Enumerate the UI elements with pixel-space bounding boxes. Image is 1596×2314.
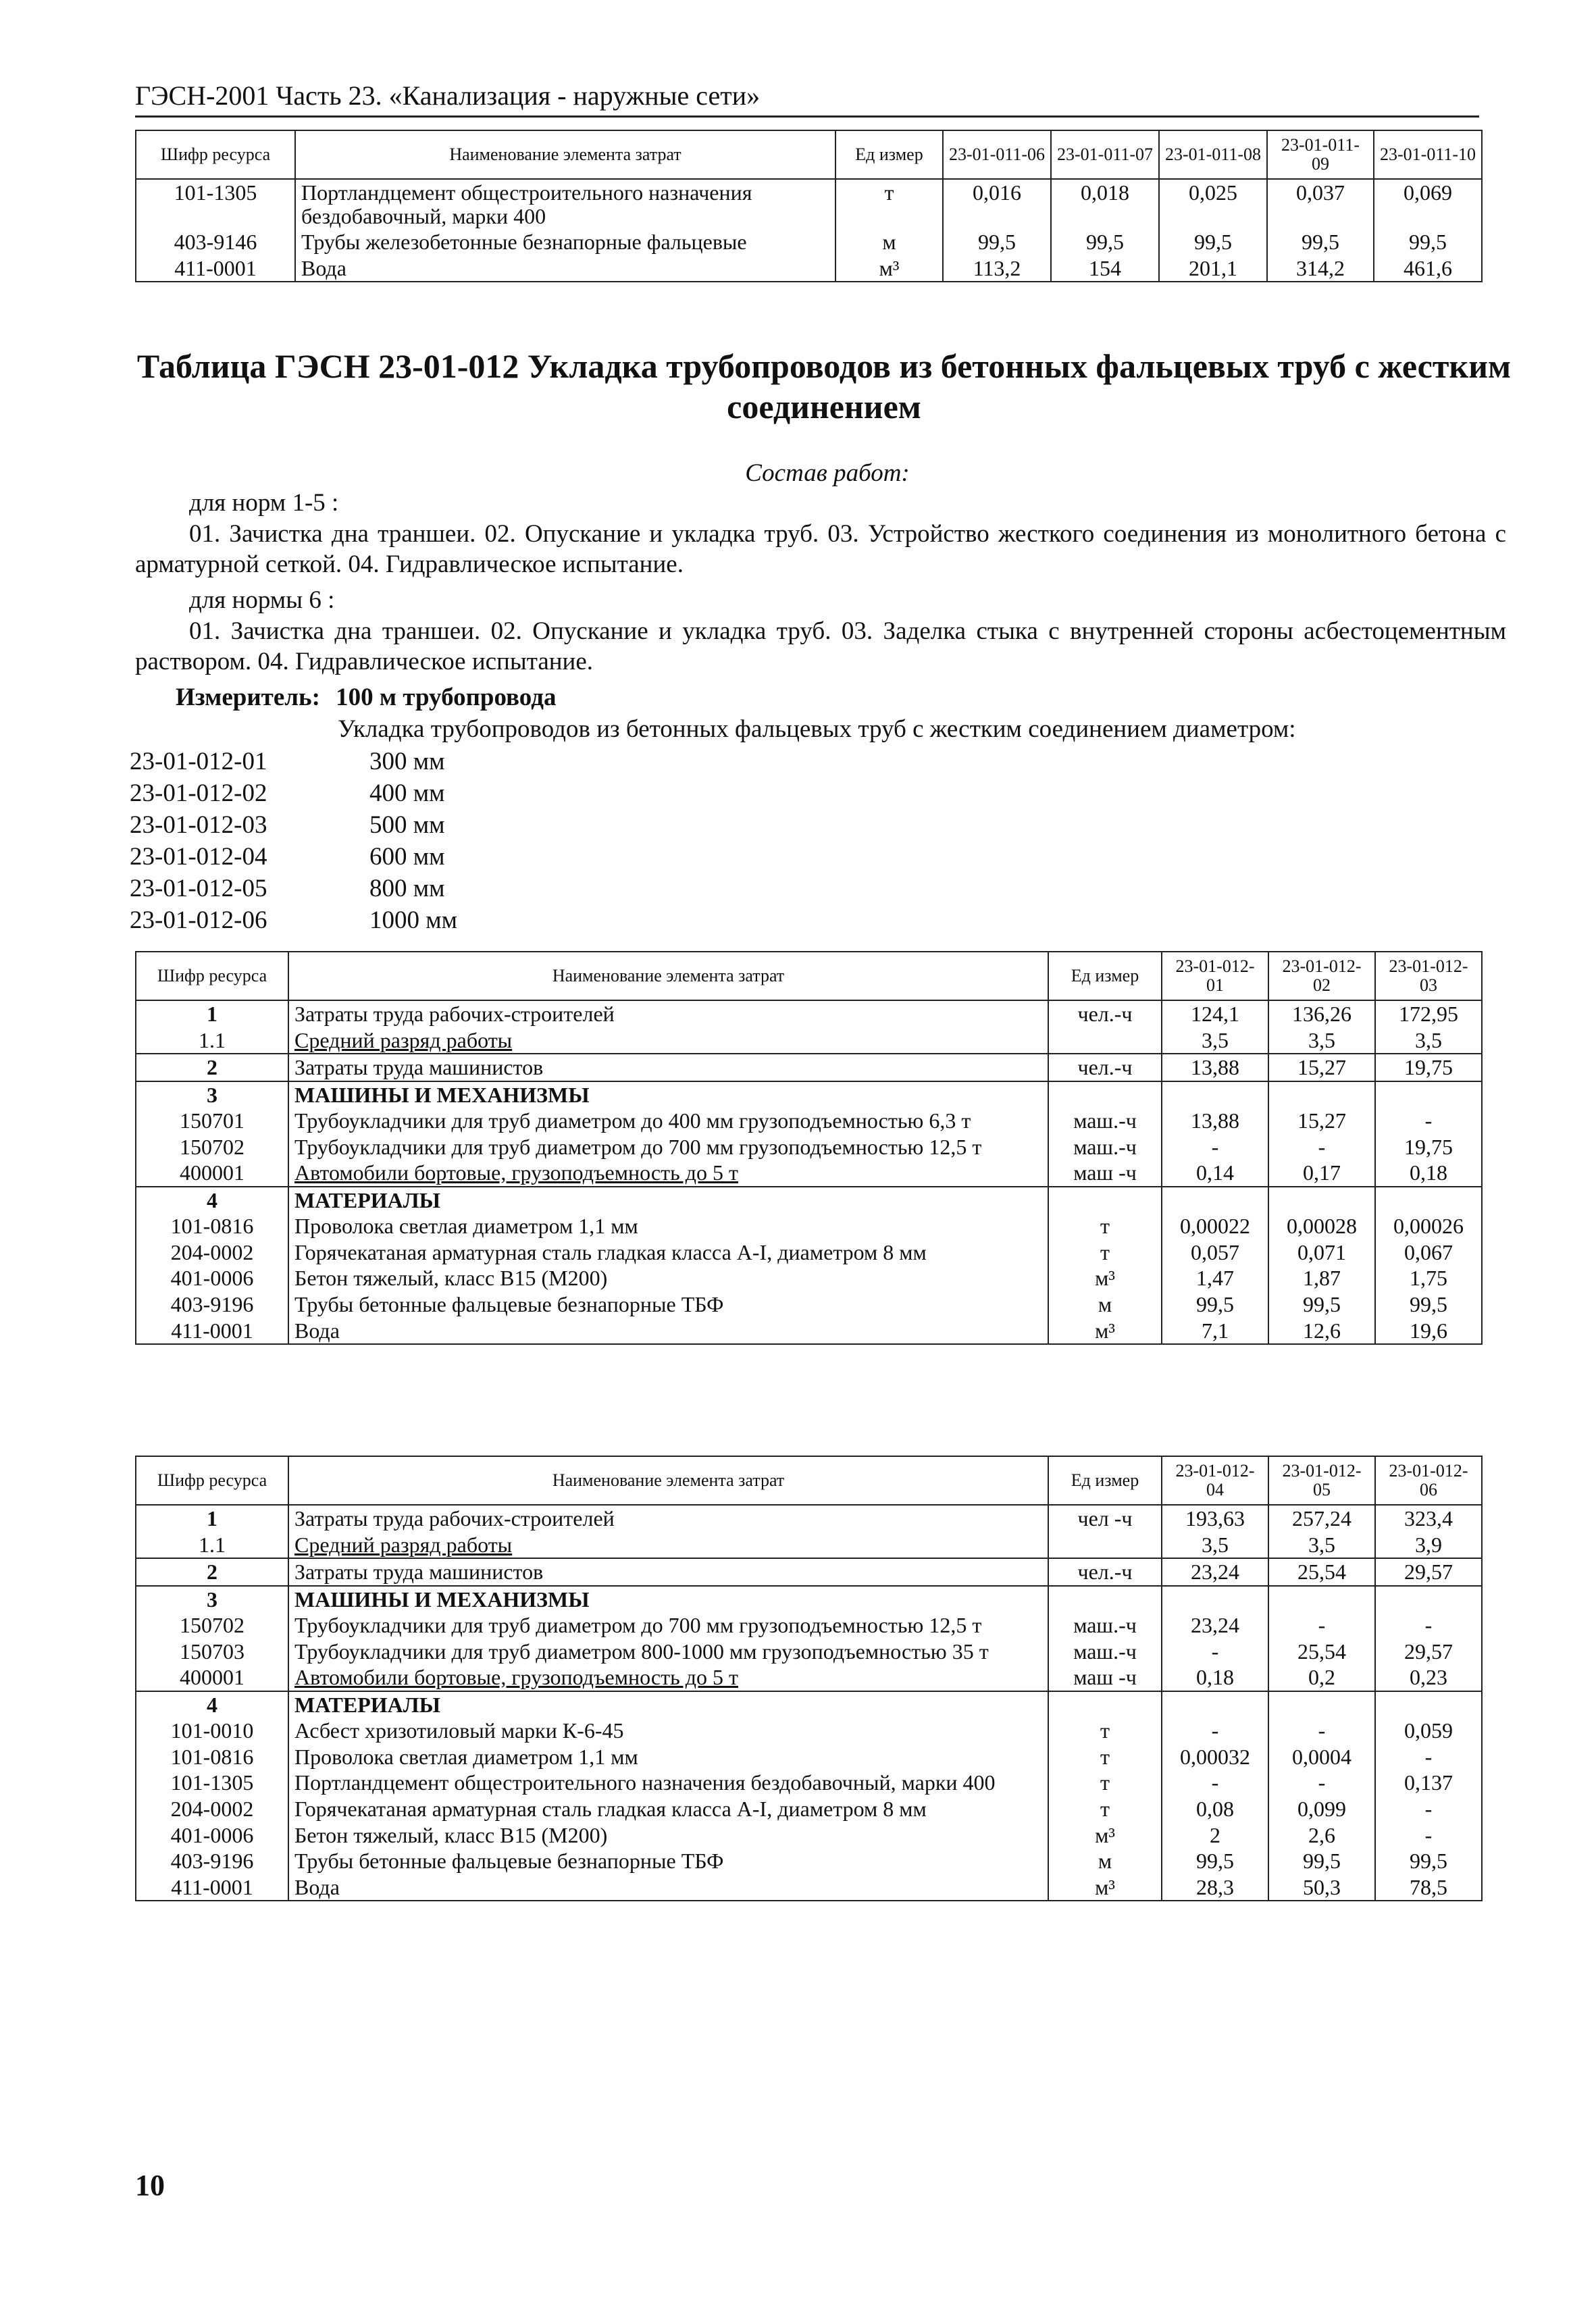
column-header-name: Наименование элемента затрат bbox=[295, 130, 835, 179]
resource-value: 0,0004 bbox=[1268, 1744, 1375, 1770]
resource-name: Трубы бетонные фальцевые безнапорные ТБФ bbox=[288, 1291, 1048, 1318]
column-header-norm: 23-01-011-07 bbox=[1051, 130, 1159, 179]
resource-value: 19,6 bbox=[1375, 1318, 1482, 1345]
resource-code: 400001 bbox=[136, 1160, 288, 1187]
resource-code: 401-0006 bbox=[136, 1265, 288, 1291]
resource-value: 3,5 bbox=[1162, 1027, 1268, 1054]
resource-unit bbox=[1048, 1691, 1162, 1718]
resource-value bbox=[1268, 1187, 1375, 1214]
section-heading: МАШИНЫ И МЕХАНИЗМЫ bbox=[288, 1081, 1048, 1108]
resource-value: 28,3 bbox=[1162, 1874, 1268, 1901]
column-header-norm: 23-01-011-10 bbox=[1374, 130, 1482, 179]
norm-code: 23-01-012-05 bbox=[130, 875, 267, 902]
table-row bbox=[136, 1108, 1482, 1134]
resource-value bbox=[1162, 1081, 1268, 1108]
resource-unit: м³ bbox=[1048, 1822, 1162, 1849]
resource-unit bbox=[1048, 1532, 1162, 1559]
resource-value: 461,6 bbox=[1374, 255, 1482, 282]
resource-code: 101-0010 bbox=[136, 1718, 288, 1744]
column-header-unit: Ед измер bbox=[835, 130, 943, 179]
resource-value: 257,24 bbox=[1268, 1505, 1375, 1532]
resource-code: 1 bbox=[136, 1505, 288, 1532]
table-row bbox=[136, 1239, 1482, 1266]
resource-value: 113,2 bbox=[943, 255, 1051, 282]
table-row bbox=[136, 1558, 1482, 1586]
resource-unit: т bbox=[1048, 1239, 1162, 1266]
norm-code: 23-01-012-06 bbox=[130, 906, 267, 934]
section-heading: МАШИНЫ И МЕХАНИЗМЫ bbox=[288, 1586, 1048, 1613]
resource-value: - bbox=[1375, 1108, 1482, 1134]
resource-unit: м bbox=[835, 229, 943, 255]
resource-value: 0,00028 bbox=[1268, 1213, 1375, 1239]
norm-code: 23-01-012-03 bbox=[130, 811, 267, 839]
resource-value: 99,5 bbox=[1374, 229, 1482, 255]
resource-name: Бетон тяжелый, класс B15 (M200) bbox=[288, 1265, 1048, 1291]
resource-table-012-part2 bbox=[135, 1456, 1483, 1901]
resource-code: 411-0001 bbox=[136, 255, 295, 282]
resource-value: 0,037 bbox=[1267, 179, 1374, 229]
resource-value bbox=[1268, 1586, 1375, 1613]
table-row bbox=[136, 1291, 1482, 1318]
resource-value: 136,26 bbox=[1268, 1000, 1375, 1027]
resource-name: Трубы бетонные фальцевые безнапорные ТБФ bbox=[288, 1848, 1048, 1874]
resource-value: 314,2 bbox=[1267, 255, 1374, 282]
table-row bbox=[136, 1664, 1482, 1691]
resource-value: 0,17 bbox=[1268, 1160, 1375, 1187]
resource-name: Трубы железобетонные безнапорные фальцевые bbox=[295, 229, 835, 255]
column-header-norm: 23-01-012-03 bbox=[1375, 952, 1482, 1000]
resource-value: 0,067 bbox=[1375, 1239, 1482, 1266]
resource-code: 101-0816 bbox=[136, 1213, 288, 1239]
resource-name: Затраты труда машинистов bbox=[288, 1558, 1048, 1586]
resource-value: 99,5 bbox=[1267, 229, 1374, 255]
resource-value: 0,23 bbox=[1375, 1664, 1482, 1691]
resource-value: 23,24 bbox=[1162, 1612, 1268, 1639]
resource-value: 15,27 bbox=[1268, 1054, 1375, 1081]
resource-unit: маш.-ч bbox=[1048, 1108, 1162, 1134]
resource-unit: маш.-ч bbox=[1048, 1134, 1162, 1160]
column-header-norm: 23-01-011-08 bbox=[1159, 130, 1267, 179]
list-item bbox=[130, 809, 457, 841]
column-header-name: Наименование элемента затрат bbox=[288, 952, 1048, 1000]
resource-unit bbox=[1048, 1586, 1162, 1613]
resource-unit: т bbox=[1048, 1770, 1162, 1796]
norms-1-5-text: 01. Зачистка дна траншеи. 02. Опускание и укладка труб. 03. Устройство жесткого соединения из монолитного бетона с арматурной сеткой. 04. Гидравлическое испытание. bbox=[135, 520, 1506, 579]
resource-value: 0,14 bbox=[1162, 1160, 1268, 1187]
resource-name: Горячекатаная арматурная сталь гладкая класса А-I, диаметром 8 мм bbox=[288, 1239, 1048, 1266]
norm-code: 23-01-012-02 bbox=[130, 779, 267, 807]
resource-value: 99,5 bbox=[1051, 229, 1159, 255]
table-row bbox=[136, 1874, 1482, 1901]
pipe-diameter: 300 мм bbox=[369, 748, 445, 775]
resource-code: 1.1 bbox=[136, 1532, 288, 1559]
resource-value: 23,24 bbox=[1162, 1558, 1268, 1586]
column-header-norm: 23-01-011-09 bbox=[1267, 130, 1374, 179]
resource-value: - bbox=[1162, 1134, 1268, 1160]
pipe-diameter: 1000 мм bbox=[369, 906, 458, 934]
resource-code: 1 bbox=[136, 1000, 288, 1027]
resource-value: - bbox=[1268, 1770, 1375, 1796]
resource-value: 0,18 bbox=[1375, 1160, 1482, 1187]
resource-value: 124,1 bbox=[1162, 1000, 1268, 1027]
resource-unit: т bbox=[1048, 1213, 1162, 1239]
resource-value: 99,5 bbox=[1268, 1291, 1375, 1318]
resource-unit: маш.-ч bbox=[1048, 1639, 1162, 1665]
resource-value: 29,57 bbox=[1375, 1639, 1482, 1665]
resource-code: 403-9196 bbox=[136, 1291, 288, 1318]
resource-table-012-part1 bbox=[135, 951, 1483, 1345]
resource-value: 323,4 bbox=[1375, 1505, 1482, 1532]
resource-value: 0,069 bbox=[1374, 179, 1482, 229]
section-number: 3 bbox=[136, 1081, 288, 1108]
resource-value bbox=[1375, 1691, 1482, 1718]
resource-unit: т bbox=[1048, 1718, 1162, 1744]
resource-value: - bbox=[1162, 1718, 1268, 1744]
column-header-norm: 23-01-012-01 bbox=[1162, 952, 1268, 1000]
resource-name: Затраты труда рабочих-строителей bbox=[288, 1000, 1048, 1027]
page-header: ГЭСН-2001 Часть 23. «Канализация - наружные сети» bbox=[135, 80, 1479, 118]
resource-name: Трубоукладчики для труб диаметром до 700 мм грузоподъемностью 12,5 т bbox=[288, 1612, 1048, 1639]
norm-code: 23-01-012-01 bbox=[130, 748, 267, 775]
resource-code: 403-9146 bbox=[136, 229, 295, 255]
meter-value: 100 м трубопровода bbox=[336, 684, 557, 711]
column-header-norm: 23-01-012-02 bbox=[1268, 952, 1375, 1000]
resource-unit: м³ bbox=[835, 255, 943, 282]
resource-code: 150703 bbox=[136, 1639, 288, 1665]
column-header-code: Шифр ресурса bbox=[136, 130, 295, 179]
resource-value: 0,071 bbox=[1268, 1239, 1375, 1266]
resource-value: 29,57 bbox=[1375, 1558, 1482, 1586]
resource-value: 25,54 bbox=[1268, 1639, 1375, 1665]
list-item bbox=[130, 873, 457, 904]
section-number: 4 bbox=[136, 1691, 288, 1718]
resource-value: - bbox=[1375, 1822, 1482, 1849]
resource-unit: чел.-ч bbox=[1048, 1054, 1162, 1081]
resource-value: 0,137 bbox=[1375, 1770, 1482, 1796]
resource-value: 12,6 bbox=[1268, 1318, 1375, 1345]
table-row bbox=[136, 179, 1482, 229]
resource-name: Асбест хризотиловый марки К-6-45 bbox=[288, 1718, 1048, 1744]
resource-value: 99,5 bbox=[1375, 1848, 1482, 1874]
resource-name: Вода bbox=[295, 255, 835, 282]
resource-unit: маш -ч bbox=[1048, 1160, 1162, 1187]
resource-name: Портландцемент общестроительного назначения бездобавочный, марки 400 bbox=[295, 179, 835, 229]
section-heading: МАТЕРИАЛЫ bbox=[288, 1187, 1048, 1214]
resource-name: Проволока светлая диаметром 1,1 мм bbox=[288, 1213, 1048, 1239]
resource-unit: м³ bbox=[1048, 1318, 1162, 1345]
table-row bbox=[136, 1586, 1482, 1613]
table-row bbox=[136, 1505, 1482, 1532]
resource-value bbox=[1162, 1586, 1268, 1613]
resource-value bbox=[1162, 1691, 1268, 1718]
resource-value: 0,059 bbox=[1375, 1718, 1482, 1744]
resource-code: 150702 bbox=[136, 1612, 288, 1639]
resource-unit bbox=[1048, 1027, 1162, 1054]
resource-value: 1,75 bbox=[1375, 1265, 1482, 1291]
intro-text: Укладка трубопроводов из бетонных фальцевых труб с жестким соединением диаметром: bbox=[338, 715, 1296, 743]
resource-value: - bbox=[1375, 1744, 1482, 1770]
resource-value: - bbox=[1268, 1718, 1375, 1744]
table-row bbox=[136, 255, 1482, 282]
column-header-unit: Ед измер bbox=[1048, 1456, 1162, 1505]
resource-name: Затраты труда рабочих-строителей bbox=[288, 1505, 1048, 1532]
resource-name: Затраты труда машинистов bbox=[288, 1054, 1048, 1081]
column-header-unit: Ед измер bbox=[1048, 952, 1162, 1000]
resource-value: 0,057 bbox=[1162, 1239, 1268, 1266]
resource-code: 1.1 bbox=[136, 1027, 288, 1054]
resource-name: Автомобили бортовые, грузоподъемность до 5 т bbox=[288, 1664, 1048, 1691]
resource-value bbox=[1162, 1187, 1268, 1214]
resource-unit: м bbox=[1048, 1848, 1162, 1874]
resource-value: 7,1 bbox=[1162, 1318, 1268, 1345]
table-row bbox=[136, 1848, 1482, 1874]
resource-value bbox=[1375, 1081, 1482, 1108]
table-row bbox=[136, 1612, 1482, 1639]
resource-name: Средний разряд работы bbox=[288, 1532, 1048, 1559]
resource-value: 154 bbox=[1051, 255, 1159, 282]
resource-code: 204-0002 bbox=[136, 1796, 288, 1822]
table-row bbox=[136, 1000, 1482, 1027]
resource-value: 193,63 bbox=[1162, 1505, 1268, 1532]
resource-unit: чел.-ч bbox=[1048, 1558, 1162, 1586]
table-row bbox=[136, 1796, 1482, 1822]
resource-value: 1,47 bbox=[1162, 1265, 1268, 1291]
pipe-diameter: 500 мм bbox=[369, 811, 445, 839]
resource-name: Вода bbox=[288, 1318, 1048, 1345]
resource-value: 0,00022 bbox=[1162, 1213, 1268, 1239]
table-row bbox=[136, 229, 1482, 255]
column-header-name: Наименование элемента затрат bbox=[288, 1456, 1048, 1505]
table-row bbox=[136, 1134, 1482, 1160]
resource-code: 2 bbox=[136, 1558, 288, 1586]
list-item bbox=[130, 904, 457, 936]
table-row bbox=[136, 1265, 1482, 1291]
resource-value: 99,5 bbox=[1268, 1848, 1375, 1874]
table-row bbox=[136, 1081, 1482, 1108]
resource-value: 0,00026 bbox=[1375, 1213, 1482, 1239]
resource-name: Трубоукладчики для труб диаметром 800-1000 мм грузоподъемностью 35 т bbox=[288, 1639, 1048, 1665]
resource-value: 0,018 bbox=[1051, 179, 1159, 229]
resource-unit bbox=[1048, 1187, 1162, 1214]
resource-value: 3,5 bbox=[1162, 1532, 1268, 1559]
section-number: 3 bbox=[136, 1586, 288, 1613]
table-row bbox=[136, 1691, 1482, 1718]
resource-unit: м³ bbox=[1048, 1265, 1162, 1291]
resource-value: - bbox=[1375, 1612, 1482, 1639]
resource-code: 2 bbox=[136, 1054, 288, 1081]
resource-name: Средний разряд работы bbox=[288, 1027, 1048, 1054]
resource-unit: т bbox=[1048, 1744, 1162, 1770]
meter-line bbox=[176, 682, 556, 713]
resource-code: 403-9196 bbox=[136, 1848, 288, 1874]
resource-value: 3,5 bbox=[1375, 1027, 1482, 1054]
resource-code: 101-0816 bbox=[136, 1744, 288, 1770]
resource-value: 0,099 bbox=[1268, 1796, 1375, 1822]
resource-value: - bbox=[1162, 1639, 1268, 1665]
resource-value: 3,5 bbox=[1268, 1027, 1375, 1054]
resource-code: 150702 bbox=[136, 1134, 288, 1160]
pipe-diameter: 400 мм bbox=[369, 779, 445, 807]
resource-code: 101-1305 bbox=[136, 179, 295, 229]
norm-codes-list bbox=[130, 746, 457, 936]
resource-value: 2 bbox=[1162, 1822, 1268, 1849]
resource-value bbox=[1375, 1187, 1482, 1214]
resource-value: 19,75 bbox=[1375, 1054, 1482, 1081]
section-heading: МАТЕРИАЛЫ bbox=[288, 1691, 1048, 1718]
resource-value: 3,5 bbox=[1268, 1532, 1375, 1559]
table-row bbox=[136, 1054, 1482, 1081]
resource-code: 204-0002 bbox=[136, 1239, 288, 1266]
column-header-code: Шифр ресурса bbox=[136, 1456, 288, 1505]
resource-table-011 bbox=[135, 130, 1483, 282]
resource-name: Горячекатаная арматурная сталь гладкая класса А-I, диаметром 8 мм bbox=[288, 1796, 1048, 1822]
table-row bbox=[136, 1027, 1482, 1054]
resource-value: - bbox=[1268, 1134, 1375, 1160]
resource-value: - bbox=[1162, 1770, 1268, 1796]
list-item bbox=[130, 777, 457, 809]
table-row bbox=[136, 1770, 1482, 1796]
table-row bbox=[136, 1160, 1482, 1187]
resource-value: 0,00032 bbox=[1162, 1744, 1268, 1770]
resource-unit: т bbox=[1048, 1796, 1162, 1822]
column-header-norm: 23-01-012-04 bbox=[1162, 1456, 1268, 1505]
resource-value: 15,27 bbox=[1268, 1108, 1375, 1134]
resource-value: 50,3 bbox=[1268, 1874, 1375, 1901]
resource-unit: чел.-ч bbox=[1048, 1000, 1162, 1027]
resource-value: - bbox=[1268, 1612, 1375, 1639]
table-row bbox=[136, 1318, 1482, 1345]
column-header-norm: 23-01-012-06 bbox=[1375, 1456, 1482, 1505]
resource-value: 1,87 bbox=[1268, 1265, 1375, 1291]
resource-value: 13,88 bbox=[1162, 1054, 1268, 1081]
resource-value bbox=[1268, 1081, 1375, 1108]
table-row bbox=[136, 1822, 1482, 1849]
resource-value: - bbox=[1375, 1796, 1482, 1822]
resource-value: 99,5 bbox=[1375, 1291, 1482, 1318]
meter-label: Измеритель: bbox=[176, 684, 320, 711]
resource-unit: маш.-ч bbox=[1048, 1612, 1162, 1639]
resource-value: 0,025 bbox=[1159, 179, 1267, 229]
resource-value: 25,54 bbox=[1268, 1558, 1375, 1586]
resource-value: 0,016 bbox=[943, 179, 1051, 229]
resource-value: 0,08 bbox=[1162, 1796, 1268, 1822]
section-title: Таблица ГЭСН 23-01-012 Укладка трубопроводов из бетонных фальцевых труб с жестким соединением bbox=[136, 347, 1512, 426]
pipe-diameter: 600 мм bbox=[369, 843, 445, 871]
norm-code: 23-01-012-04 bbox=[130, 843, 267, 871]
resource-value: 3,9 bbox=[1375, 1532, 1482, 1559]
list-item bbox=[130, 841, 457, 873]
norm-6-label: для нормы 6 : bbox=[189, 586, 335, 614]
resource-unit: маш -ч bbox=[1048, 1664, 1162, 1691]
pipe-diameter: 800 мм bbox=[369, 875, 445, 902]
table-row bbox=[136, 1744, 1482, 1770]
table-row bbox=[136, 1532, 1482, 1559]
resource-name: Проволока светлая диаметром 1,1 мм bbox=[288, 1744, 1048, 1770]
resource-value: 201,1 bbox=[1159, 255, 1267, 282]
resource-name: Бетон тяжелый, класс B15 (M200) bbox=[288, 1822, 1048, 1849]
resource-value: 0,18 bbox=[1162, 1664, 1268, 1691]
resource-value: 172,95 bbox=[1375, 1000, 1482, 1027]
table-row bbox=[136, 1187, 1482, 1214]
resource-code: 411-0001 bbox=[136, 1318, 288, 1345]
resource-value: 2,6 bbox=[1268, 1822, 1375, 1849]
resource-code: 101-1305 bbox=[136, 1770, 288, 1796]
resource-code: 401-0006 bbox=[136, 1822, 288, 1849]
list-item bbox=[130, 746, 457, 777]
resource-value: 99,5 bbox=[943, 229, 1051, 255]
resource-unit: м³ bbox=[1048, 1874, 1162, 1901]
column-header-code: Шифр ресурса bbox=[136, 952, 288, 1000]
column-header-norm: 23-01-011-06 bbox=[943, 130, 1051, 179]
resource-name: Трубоукладчики для труб диаметром до 700 мм грузоподъемностью 12,5 т bbox=[288, 1134, 1048, 1160]
norms-1-5-label: для норм 1-5 : bbox=[189, 489, 339, 517]
column-header-norm: 23-01-012-05 bbox=[1268, 1456, 1375, 1505]
table-row bbox=[136, 1213, 1482, 1239]
resource-name: Автомобили бортовые, грузоподъемность до 5 т bbox=[288, 1160, 1048, 1187]
resource-unit: т bbox=[835, 179, 943, 229]
resource-unit: чел -ч bbox=[1048, 1505, 1162, 1532]
resource-value: 99,5 bbox=[1162, 1291, 1268, 1318]
resource-unit: м bbox=[1048, 1291, 1162, 1318]
resource-name: Портландцемент общестроительного назначения бездобавочный, марки 400 bbox=[288, 1770, 1048, 1796]
composition-label: Состав работ: bbox=[745, 459, 910, 487]
table-row bbox=[136, 1639, 1482, 1665]
resource-code: 400001 bbox=[136, 1664, 288, 1691]
resource-value: 99,5 bbox=[1159, 229, 1267, 255]
resource-name: Вода bbox=[288, 1874, 1048, 1901]
table-row bbox=[136, 1718, 1482, 1744]
resource-code: 411-0001 bbox=[136, 1874, 288, 1901]
page-number: 10 bbox=[135, 2169, 165, 2202]
resource-value: 78,5 bbox=[1375, 1874, 1482, 1901]
resource-value: 19,75 bbox=[1375, 1134, 1482, 1160]
resource-name: Трубоукладчики для труб диаметром до 400 мм грузоподъемностью 6,3 т bbox=[288, 1108, 1048, 1134]
resource-value: 13,88 bbox=[1162, 1108, 1268, 1134]
resource-unit bbox=[1048, 1081, 1162, 1108]
section-number: 4 bbox=[136, 1187, 288, 1214]
resource-value: 99,5 bbox=[1162, 1848, 1268, 1874]
resource-value bbox=[1375, 1586, 1482, 1613]
resource-code: 150701 bbox=[136, 1108, 288, 1134]
resource-value: 0,2 bbox=[1268, 1664, 1375, 1691]
resource-value bbox=[1268, 1691, 1375, 1718]
norm-6-text: 01. Зачистка дна траншеи. 02. Опускание и укладка труб. 03. Заделка стыка с внутренней стороны асбестоцементным раствором. 04. Гидравлическое испытание. bbox=[135, 617, 1506, 676]
